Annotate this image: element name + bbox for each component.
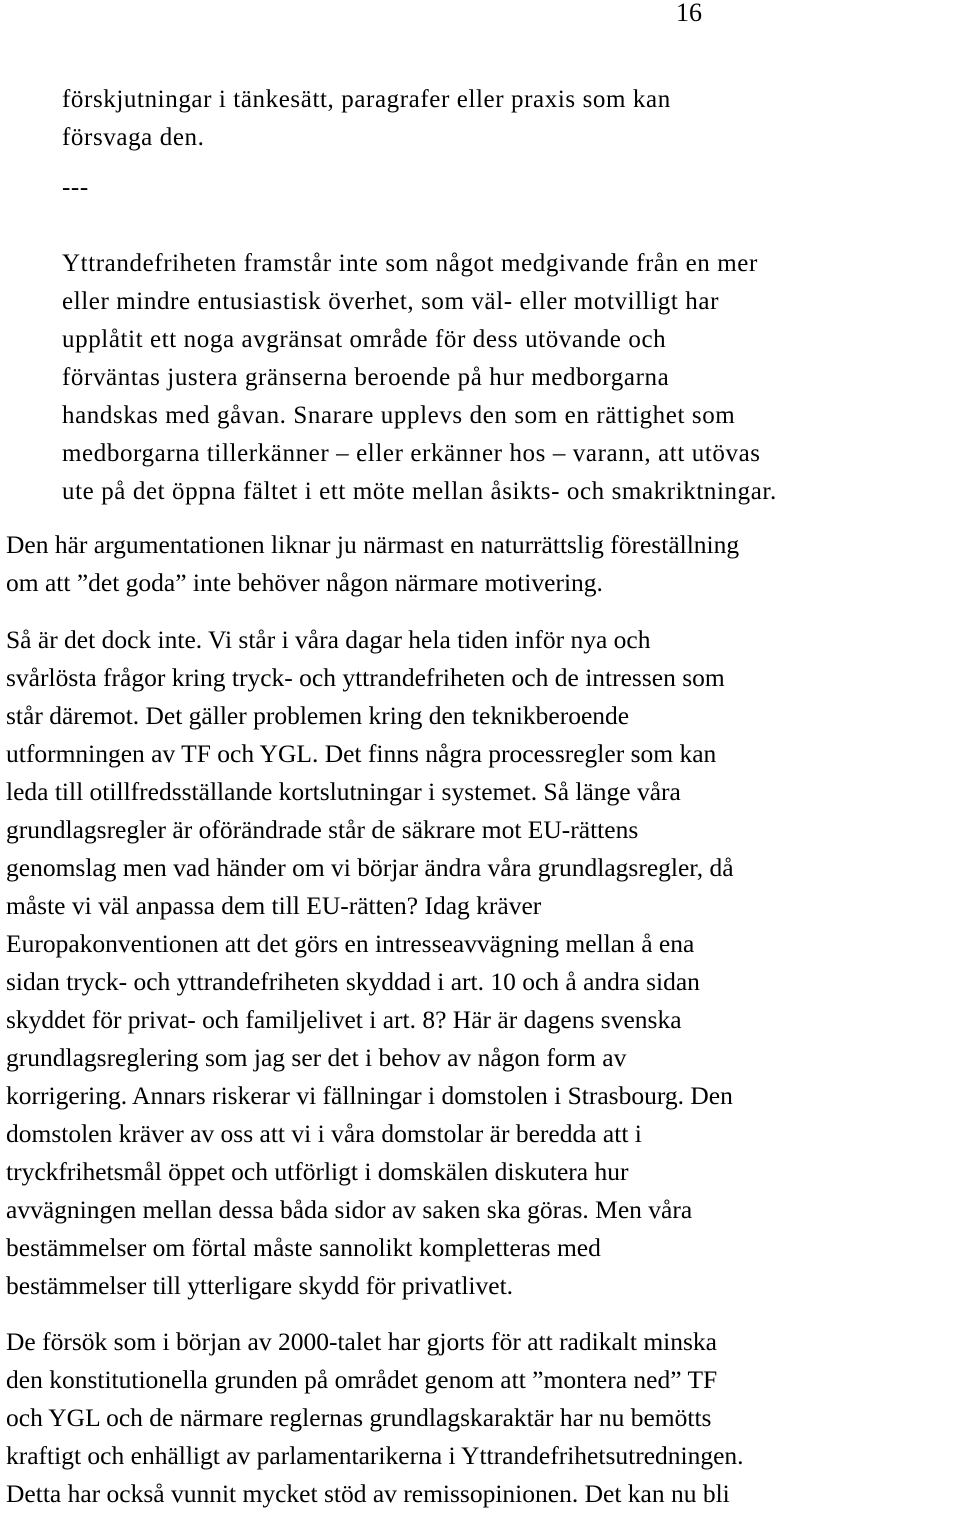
text-line: Detta har också vunnit mycket stöd av remissopinionen. Det kan nu bli	[6, 1479, 730, 1508]
text-line: förskjutningar i tänkesätt, paragrafer eller praxis som kan	[62, 86, 671, 113]
text-line: bestämmelser om förtal måste sannolikt kompletteras med	[6, 1233, 601, 1262]
text-line: Så är det dock inte. Vi står i våra dagar hela tiden inför nya och	[6, 625, 651, 654]
text-line: avvägningen mellan dessa båda sidor av saken ska göras. Men våra	[6, 1195, 693, 1224]
text-line: Yttrandefriheten framstår inte som något medgivande från en mer	[62, 250, 758, 277]
text-line: Europakonventionen att det görs en intresseavvägning mellan å ena	[6, 929, 695, 958]
text-line: upplåtit ett noga avgränsat område för dess utövande och	[62, 326, 667, 353]
text-line: korrigering. Annars riskerar vi fällningar i domstolen i Strasbourg. Den	[6, 1081, 733, 1110]
text-line: medborgarna tillerkänner – eller erkänner hos – varann, att utövas	[62, 440, 761, 467]
text-line: ute på det öppna fältet i ett möte mellan åsikts- och smakriktningar.	[62, 478, 777, 505]
body-paragraph-1	[6, 526, 960, 602]
text-line: den konstitutionella grunden på området genom att ”montera ned” TF	[6, 1365, 718, 1394]
text-line: och YGL och de närmare reglernas grundlagskaraktär har nu bemötts	[6, 1403, 712, 1432]
text-line: svårlösta frågor kring tryck- och yttrandefriheten och de intressen som	[6, 663, 725, 692]
text-line: leda till otillfredsställande kortslutningar i systemet. Så länge våra	[6, 777, 681, 806]
text-line: står däremot. Det gäller problemen kring den teknikberoende	[6, 701, 630, 730]
text-line: skyddet för privat- och familjelivet i art. 8? Här är dagens svenska	[6, 1005, 682, 1034]
body-paragraph-2	[6, 621, 960, 1305]
body-paragraph-3	[6, 1323, 960, 1513]
text-line: genomslag men vad händer om vi börjar ändra våra grundlagsregler, då	[6, 853, 734, 882]
text-line: försvaga den.	[62, 124, 205, 151]
page-number: 16	[676, 0, 702, 27]
text-line: sidan tryck- och yttrandefriheten skyddad i art. 10 och å andra sidan	[6, 967, 700, 996]
text-line: om att ”det goda” inte behöver någon närmare motivering.	[6, 568, 603, 597]
quote-paragraph-1	[62, 81, 960, 157]
text-line: kraftigt och enhälligt av parlamentarikerna i Yttrandefrihetsutredningen.	[6, 1441, 744, 1470]
text-line: grundlagsreglering som jag ser det i behov av någon form av	[6, 1043, 627, 1072]
separator: ---	[62, 174, 89, 201]
text-line: handskas med gåvan. Snarare upplevs den som en rättighet som	[62, 402, 736, 429]
text-line: De försök som i början av 2000-talet har gjorts för att radikalt minska	[6, 1327, 717, 1356]
quote-paragraph-2	[62, 245, 960, 511]
text-line: bestämmelser till ytterligare skydd för privatlivet.	[6, 1271, 514, 1300]
text-line: utformningen av TF och YGL. Det finns några processregler som kan	[6, 739, 717, 768]
text-line: eller mindre entusiastisk överhet, som väl- eller motvilligt har	[62, 288, 719, 315]
text-line: domstolen kräver av oss att vi i våra domstolar är beredda att i	[6, 1119, 642, 1148]
text-line: grundlagsregler är oförändrade står de säkrare mot EU-rättens	[6, 815, 639, 844]
text-line: tryckfrihetsmål öppet och utförligt i domskälen diskutera hur	[6, 1157, 629, 1186]
quote-block	[62, 81, 960, 511]
text-line: Den här argumentationen liknar ju närmast en naturrättslig föreställning	[6, 530, 740, 559]
text-line: förväntas justera gränserna beroende på hur medborgarna	[62, 364, 670, 391]
text-line: måste vi väl anpassa dem till EU-rätten? Idag kräver	[6, 891, 542, 920]
